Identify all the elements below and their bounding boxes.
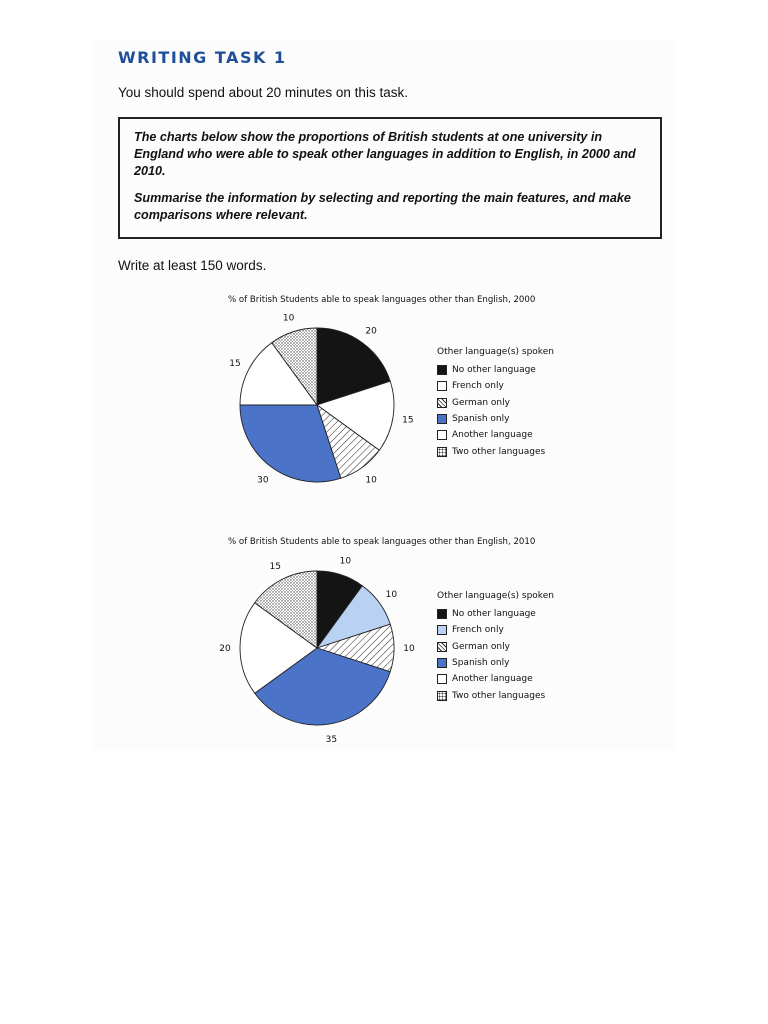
legend-item-spanish-only [437,655,554,671]
legend-item-two-other-languages [437,687,554,703]
legend-swatch-spanish-only [437,658,447,668]
pie-chart-2010 [200,556,440,761]
legend-swatch-no-other-language [437,365,447,375]
prompt-box [118,117,662,239]
legend-item-two-other-languages [437,443,554,459]
legend-item-no-other-language [437,606,554,622]
legend-swatch-another-language [437,430,447,440]
data-label-two-other-languages: 10 [282,313,295,324]
legend-label: No other language [452,609,536,620]
legend-label: Another language [452,674,533,685]
data-label-french-only: 15 [402,415,414,426]
data-label-german-only: 10 [403,644,415,654]
word-count-note: Write at least 150 words. [118,258,267,273]
legend-label: No other language [452,365,536,376]
legend-label: Two other languages [452,446,546,457]
legend-item-french-only [437,378,554,394]
legend-swatch-two-other-languages [437,691,447,701]
legend-item-another-language [437,671,554,687]
legend-swatch-two-other-languages [437,447,447,457]
legend-label: French only [452,625,504,636]
data-label-spanish-only: 30 [257,475,269,486]
legend-swatch-french-only [437,625,447,635]
data-label-two-other-languages: 15 [269,562,281,572]
legend-label: German only [452,641,510,652]
legend-label: Spanish only [452,658,510,669]
legend-item-french-only [437,622,554,638]
legend-label: Two other languages [452,690,546,701]
legend-label: French only [452,381,504,392]
legend-swatch-spanish-only [437,414,447,424]
legend-swatch-another-language [437,674,447,684]
legend-label: German only [452,397,510,408]
chart-title-2010: % of British Students able to speak languages other than English, 2010 [228,537,536,547]
legend-label: Another language [452,430,533,441]
data-label-spanish-only: 35 [325,734,338,745]
prompt-line-1: The charts below show the proportions of British students at one university in England who were able to speak other languages in addition to English, in 2000 and 2010. [134,130,636,178]
data-label-no-other-language: 20 [365,326,377,337]
legend-label: Spanish only [452,414,510,425]
chart-title-2000: % of British Students able to speak languages other than English, 2000 [228,295,536,305]
legend-item-spanish-only [437,411,554,427]
legend-swatch-german-only [437,642,447,652]
legend-2010 [437,591,554,704]
data-label-german-only: 10 [365,475,377,486]
legend-item-no-other-language [437,362,554,378]
legend-swatch-german-only [437,398,447,408]
legend-title: Other language(s) spoken [437,591,554,601]
legend-swatch-no-other-language [437,609,447,619]
legend-title: Other language(s) spoken [437,347,554,357]
data-label-another-language: 15 [229,359,241,370]
legend-item-another-language [437,427,554,443]
legend-2000 [437,347,554,460]
data-label-french-only: 10 [385,589,398,600]
legend-item-german-only [437,639,554,655]
legend-item-german-only [437,395,554,411]
legend-swatch-french-only [437,381,447,391]
pie-chart-2000 [200,313,440,518]
data-label-no-other-language: 10 [339,556,352,567]
data-label-another-language: 20 [219,644,231,654]
prompt-line-2: Summarise the information by selecting and reporting the main features, and make comparisons where relevant. [134,191,631,222]
intro-text: You should spend about 20 minutes on this task. [118,85,408,100]
task-title: WRITING TASK 1 [118,48,287,67]
